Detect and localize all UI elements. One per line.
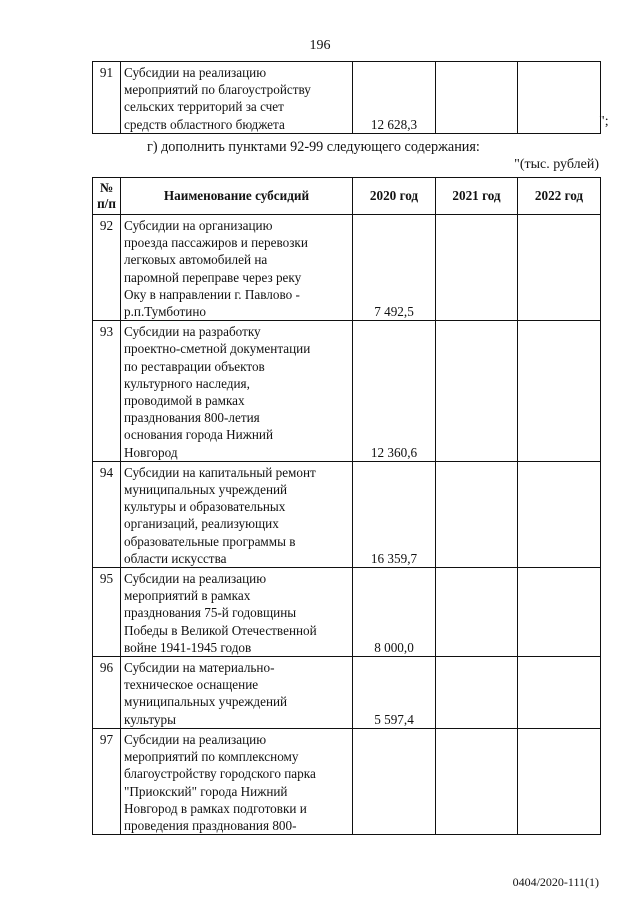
subsidy-name-line: Субсидии на капитальный ремонт [124,464,316,480]
subsidy-name-line: войне 1941-1945 годов [124,639,252,655]
subsidy-name-line: Субсидии на реализацию [124,731,267,747]
subsidy-name-line: по реставрации объектов [124,358,265,374]
value-2020: 16 359,7 [353,461,436,567]
subsidy-name [121,62,353,134]
header-2021: 2021 год [436,178,518,215]
subsidies-table [92,177,601,835]
subsidy-name-line: организаций, реализующих [124,516,279,532]
page-number: 196 [309,38,331,53]
subsidy-name [121,657,353,729]
subsidy-name-line: паромной переправе через реку [124,269,302,285]
row-number: 96 [93,657,121,729]
subsidy-name-line: Субсидии на разработку [124,324,261,340]
subsidy-name-line: благоустройству городского парка [124,766,316,782]
subsidy-name-line: "Приокский" города Нижний [124,783,288,799]
value-2022 [518,321,601,462]
table-row [93,321,601,462]
table-row [93,461,601,567]
subsidy-name-line: Субсидии на реализацию [124,65,267,80]
subsidy-name-line: мероприятий по комплексному [124,749,299,765]
value-2021 [436,657,518,729]
subsidy-name-line: техническое оснащение [124,677,259,693]
subsidy-name-line: сельских территорий за счет [124,99,284,115]
table-header-row [93,178,601,215]
value-2022 [518,62,601,134]
row-number: 93 [93,321,121,462]
value-2021 [436,728,518,834]
table-row [93,728,601,834]
value-2020: 12 360,6 [353,321,436,462]
closing-quote: "; [599,114,609,129]
subsidy-name-line: празднования 800-летия [124,410,260,426]
document-code: 0404/2020-111(1) [512,875,599,889]
value-2021 [436,62,518,134]
subsidy-name-line: Субсидии на материально- [124,660,275,676]
value-2021 [436,215,518,321]
row-number: 95 [93,568,121,657]
subsidy-name [121,461,353,567]
row-number: 92 [93,215,121,321]
subsidy-name [121,321,353,462]
row-number: 97 [93,728,121,834]
value-2021 [436,568,518,657]
subsidy-name-line: культурного наследия, [124,375,250,391]
value-2022 [518,568,601,657]
subsidy-name-line: основания города Нижний [124,427,274,443]
subsidy-name-line: Оку в направлении г. Павлово - [124,286,300,302]
table-row [93,62,601,134]
value-2021 [436,461,518,567]
subsidy-name [121,728,353,834]
table-row [93,215,601,321]
table-row [93,568,601,657]
previous-table-fragment [92,61,601,134]
subsidy-name [121,568,353,657]
value-2022 [518,461,601,567]
header-number-line: № [99,180,114,195]
table-row [93,657,601,729]
value-2020: 7 492,5 [353,215,436,321]
subsidy-name-line: Субсидии на организацию [124,218,273,233]
subsidy-name-line: образовательные программы в [124,533,296,549]
subsidy-name-line: празднования 75-й годовщины [124,605,297,621]
value-2020: 12 628,3 [353,62,436,134]
subsidy-name [121,215,353,321]
value-2022 [518,728,601,834]
header-name: Наименование субсидий [121,178,353,215]
table-body [93,215,601,835]
subsidy-name-line: проектно-сметной документации [124,341,311,357]
header-number [93,178,121,215]
units-label: "(тыс. рублей) [514,157,599,172]
subsidy-name-line: р.п.Тумботино [124,304,207,320]
row-number: 94 [93,461,121,567]
subsidy-name-line: Субсидии на реализацию [124,571,267,587]
subsidy-name-line: Новгород [124,444,178,460]
value-2020 [353,728,436,834]
subsidy-name-line: области искусства [124,550,227,566]
value-2022 [518,657,601,729]
subsidy-name-line: мероприятий по благоустройству [124,82,311,98]
subsidy-name-line: проезда пассажиров и перевозки [124,235,308,251]
subsidy-name-line: проведения празднования 800- [124,817,297,833]
subsidy-name-line: культуры и образовательных [124,499,286,515]
subsidy-name-line: средств областного бюджета [124,116,285,132]
subsidy-name-line: легковых автомобилей на [124,252,268,268]
value-2022 [518,215,601,321]
value-2020: 8 000,0 [353,568,436,657]
subsidy-name-line: муниципальных учреждений [124,482,288,498]
subsidy-name-line: муниципальных учреждений [124,694,288,710]
subsidy-name-line: Новгород в рамках подготовки и [124,800,307,816]
header-number-line: п/п [97,196,116,211]
subsidy-name-line: мероприятий в рамках [124,588,251,604]
subsidy-name-line: Победы в Великой Отечественной [124,622,317,638]
header-2020: 2020 год [353,178,436,215]
subsidy-name-line: культуры [124,711,176,727]
subsidy-name-line: проводимой в рамках [124,393,245,409]
header-2022: 2022 год [518,178,601,215]
value-2020: 5 597,4 [353,657,436,729]
amendment-instruction: г) дополнить пунктами 92-99 следующего содержания: [147,139,480,155]
row-number: 91 [93,62,121,134]
value-2021 [436,321,518,462]
